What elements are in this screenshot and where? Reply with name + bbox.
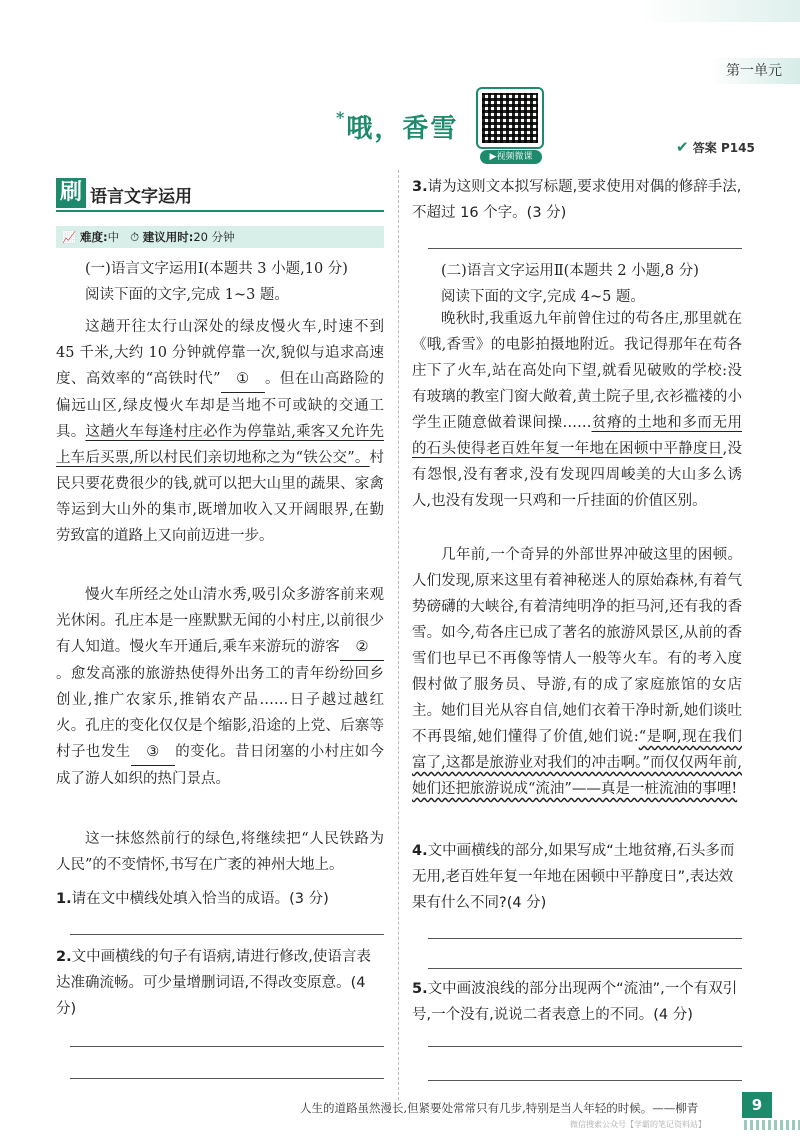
part1-paragraph-2: 慢火车所经之处山清水秀,吸引众多游客前来观光休闲。孔庄本是一座默默无闻的小村庄,以前很少有人知道。慢火车开通后,乘车来游玩的游客 ②。愈发高涨的旅游热使得外出务工的青年纷纷回乡创业,推广农家乐,推销农产品……日子越过越红火。孔庄的变化仅仅是个缩影,沿途的上党、后寨等村子也发生 ③ 的变化。昔日闭塞的小村庄如今成了游人如织的热门景点。 [56,587,385,787]
wavy-quote: “是啊,现在我们富了,这都是旅游业对我们的冲击啊。” [412,729,742,771]
header-band [640,0,800,22]
answer-reference [676,138,755,156]
answer-line-q4a[interactable] [428,938,742,939]
answer-line-q4b[interactable] [428,968,742,969]
footer-watermark-text: 微信搜索公众号【学霸的笔记资料站】 [570,1120,706,1129]
chart-icon: 📈 [62,230,77,244]
lesson-title-text: 哦，香雪 [346,114,459,144]
part1-paragraph-1: 这趟开往太行山深处的绿皮慢火车,时速不到 45 千米,大约 10 分钟就停靠一次,貌似与追求高速度、高效率的“高铁时代” ① 。但在山高路险的偏远山区,绿皮慢火车却是当地不可或缺的交通工具。这趟火车每逢村庄必作为停靠站,乘客又允许先上车后买票,所以村民们亲切地称之为“铁公交”。村民只要花费很少的钱,就可以把大山里的蔬果、家禽等运到大山外的集市,既增加收入又开阔眼界,在勤劳致富的道路上又向前迈进一步。 [56,319,385,544]
time-label: 建议用时: [142,230,194,244]
answer-line-q5a[interactable] [428,1046,742,1047]
section-rule [56,210,384,212]
answer-page: 答案 P145 [692,141,755,155]
qr-code-icon[interactable] [476,87,544,149]
part1-instruction: 阅读下面的文字,完成 1~3 题。 [85,287,289,303]
section-badge: 刷 [56,178,86,208]
answer-line-q2b[interactable] [70,1078,384,1079]
section-title: 语言文字运用 [90,187,192,207]
question-4: 4.文中画横线的部分,如果写成“土地贫瘠,石头多而无用,老百姓年复一年地在困顿中平静度日”,表达效果有什么不同?(4 分) [412,843,735,911]
difficulty-label: 难度: [79,230,108,244]
answer-line-q3[interactable] [428,248,742,249]
answer-line-q2a[interactable] [70,1046,384,1047]
question-2: 2.文中画横线的句子有语病,请进行修改,使语言表达准确流畅。可少量增删词语,不得改变原意。(4 分) [56,949,371,1017]
question-3: 3.请为这则文本拟写标题,要求使用对偶的修辞手法,不超过 16 个字。(3 分) [412,179,742,221]
answer-line-q1[interactable] [70,934,384,935]
meta-bar [56,226,384,248]
underlined-phrase: 贫瘠的土地和多而无用的石头使得老百姓年复一年地在困顿中平静度日 [412,415,742,457]
part1-heading: (一)语言文字运用Ⅰ(本题共 3 小题,10 分) [85,261,348,277]
video-lesson-caption[interactable]: ▶视频微课 [480,150,542,164]
wavy-sentence: 而仅仅两年前,她们还把旅游说成“流油”——真是一桩流油的事哩! [412,755,743,797]
part2-paragraph-2: 几年前,一个奇异的外部世界冲破这里的困顿。人们发现,原来这里有着神秘迷人的原始森林,有着气势磅礴的大峡谷,有着清纯明净的拒马河,还有我的香雪。如今,苟各庄已成了著名的旅游风景区,从前的香雪们也早已不再像等情人一般等火车。有的考入度假村做了服务员、导游,有的成了家庭旅馆的女店主。她们目光从容自信,她们衣着干净时新,她们谈吐不再畏缩,她们懂得了价值,她们说:“是啊,现在我们富了,这都是旅游业对我们的冲击啊。”而仅仅两年前,她们还把旅游说成“流油”——真是一桩流油的事哩! [412,547,743,797]
column-divider [398,170,399,1100]
unit-label: 第一单元 [726,63,782,79]
clock-icon: ⏱ [130,230,140,244]
footer-dots [744,1120,800,1130]
blank-1[interactable]: ① [221,366,265,393]
difficulty-value: 中 [107,230,120,244]
check-icon: ✔ [676,138,689,156]
part2-paragraph-1: 晚秋时,我重返九年前曾住过的苟各庄,那里就在《哦,香雪》的电影拍摄地附近。我记得那年在苟各庄下了火车,站在高处向下望,就看见破败的学校:没有玻璃的教室门窗大敞着,黄土院子里,衣衫褴褛的小学生正随意做着课间操……贫瘠的土地和多而无用的石头使得老百姓年复一年地在困顿中平静度日,没有怨恨,没有奢求,没有发现四周峻美的大山多么诱人,也没有发现一只鸡和一斤挂面的价值区别。 [412,311,743,509]
blank-2[interactable]: ② [340,634,384,661]
blank-3[interactable]: ③ [131,739,175,766]
underlined-sentence: 这趟火车每逢村庄必作为停靠站,乘客又允许先上车后买票,所以村民们亲切地称之为“铁公交”。 [56,424,385,466]
answer-line-q5b[interactable] [428,1080,742,1081]
lesson-title [336,108,458,145]
question-1: 1.请在文中横线处填入恰当的成语。(3 分) [56,891,329,907]
part2-heading: (二)语言文字运用Ⅱ(本题共 2 小题,8 分) [441,263,699,279]
part2-instruction: 阅读下面的文字,完成 4~5 题。 [441,289,645,305]
footer-quote: 人生的道路虽然漫长,但紧要处常常只有几步,特别是当人年轻的时候。——柳青 [300,1101,699,1115]
question-5: 5.文中画波浪线的部分出现两个“流油”,一个有双引号,一个没有,说说二者表意上的不同。(4 分) [412,981,738,1023]
lesson-star: * [336,108,347,127]
time-value: 20 分钟 [193,230,235,244]
page-number: 9 [742,1092,772,1118]
part1-paragraph-3: 这一抹悠然前行的绿色,将继续把“人民铁路为人民”的不变情怀,书写在广袤的神州大地上。 [56,831,384,873]
